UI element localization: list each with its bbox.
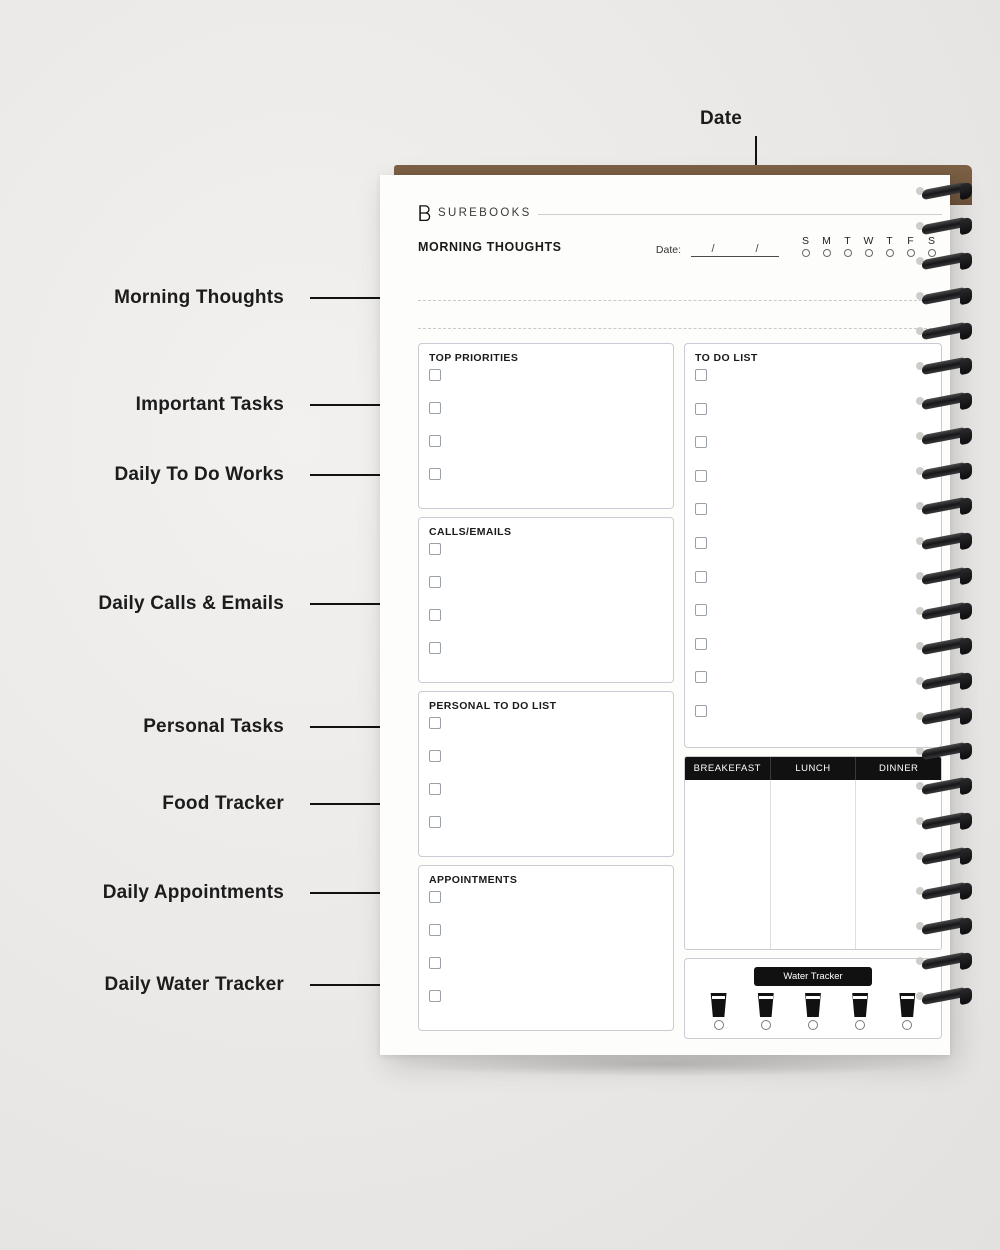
day-letter: M xyxy=(822,235,831,247)
spiral-wire-cap xyxy=(960,637,972,655)
checklist-row[interactable] xyxy=(429,435,663,468)
spiral-coil xyxy=(920,708,972,725)
date-separator-1: / xyxy=(711,243,715,255)
checkbox[interactable] xyxy=(429,402,441,414)
day-option-wednesday[interactable] xyxy=(858,235,879,257)
spiral-coil xyxy=(920,638,972,655)
checkbox[interactable] xyxy=(695,671,707,683)
checkbox[interactable] xyxy=(695,571,707,583)
card-personal-todo xyxy=(418,691,674,857)
spiral-coil xyxy=(920,953,972,970)
checkbox[interactable] xyxy=(429,576,441,588)
checklist-row[interactable] xyxy=(695,705,931,739)
spiral-coil xyxy=(920,428,972,445)
day-option-thursday[interactable] xyxy=(879,235,900,257)
checkbox[interactable] xyxy=(695,604,707,616)
checkbox[interactable] xyxy=(429,717,441,729)
checklist-row[interactable] xyxy=(429,402,663,435)
annotation-food-tracker: Food Tracker xyxy=(162,793,284,814)
spiral-wire-cap xyxy=(960,392,972,410)
checkbox[interactable] xyxy=(429,990,441,1002)
day-letter: S xyxy=(927,235,935,247)
morning-thoughts-lines[interactable] xyxy=(418,273,942,329)
checklist-row[interactable] xyxy=(695,403,931,437)
spiral-wire-cap xyxy=(960,567,972,585)
annotation-water-tracker: Daily Water Tracker xyxy=(104,974,284,995)
section-title: MORNING THOUGHTS xyxy=(418,240,562,254)
water-tracker xyxy=(684,958,942,1039)
meal-tracker-body xyxy=(685,780,941,949)
water-glass-1[interactable] xyxy=(710,993,728,1030)
spiral-coil xyxy=(920,673,972,690)
water-glass-5[interactable] xyxy=(898,993,916,1030)
card-title: PERSONAL TO DO LIST xyxy=(429,700,557,712)
day-option-sunday[interactable] xyxy=(795,235,816,257)
page-content xyxy=(418,205,942,1035)
checkbox[interactable] xyxy=(429,924,441,936)
checklist-row[interactable] xyxy=(429,468,663,501)
card-title: CALLS/EMAILS xyxy=(429,526,512,538)
date-block xyxy=(656,235,942,257)
day-dot[interactable] xyxy=(886,249,894,257)
spiral-wire-cap xyxy=(960,427,972,445)
water-glass-checkbox[interactable] xyxy=(855,1020,865,1030)
checklist-row[interactable] xyxy=(429,957,663,990)
right-column xyxy=(684,343,942,1039)
meal-column-breakfast: BREAKEFAST xyxy=(685,757,771,780)
spiral-wire-cap xyxy=(960,497,972,515)
spiral-wire-cap xyxy=(960,602,972,620)
checkbox[interactable] xyxy=(429,468,441,480)
day-letter: W xyxy=(863,235,874,247)
day-letter: T xyxy=(886,235,893,247)
spiral-coil xyxy=(920,568,972,585)
checkbox[interactable] xyxy=(429,543,441,555)
checklist-row[interactable] xyxy=(695,671,931,705)
checkbox[interactable] xyxy=(695,369,707,381)
spiral-wire-cap xyxy=(960,357,972,375)
spiral-wire-cap xyxy=(960,812,972,830)
water-glasses xyxy=(695,993,931,1030)
meal-cell-lunch[interactable] xyxy=(771,780,857,949)
spiral-coil xyxy=(920,393,972,410)
planner-columns xyxy=(418,343,942,1039)
checklist-row[interactable] xyxy=(695,638,931,672)
brand-divider xyxy=(538,214,942,215)
spiral-coil xyxy=(920,778,972,795)
left-column xyxy=(418,343,674,1039)
glass-icon xyxy=(804,993,822,1017)
checkbox[interactable] xyxy=(429,891,441,903)
checkbox[interactable] xyxy=(429,435,441,447)
checklist-row[interactable] xyxy=(429,816,663,849)
checkbox[interactable] xyxy=(695,436,707,448)
meal-column-lunch: LUNCH xyxy=(771,757,857,780)
checkbox[interactable] xyxy=(695,638,707,650)
day-letter: S xyxy=(801,235,809,247)
meal-tracker xyxy=(684,756,942,950)
day-dot[interactable] xyxy=(823,249,831,257)
spiral-coil xyxy=(920,463,972,480)
checkbox[interactable] xyxy=(695,503,707,515)
spiral-wire-cap xyxy=(960,917,972,935)
checklist-row[interactable] xyxy=(429,891,663,924)
spiral-coil xyxy=(920,603,972,620)
spiral-wire-cap xyxy=(960,462,972,480)
meal-tracker-header xyxy=(685,757,941,780)
day-dot[interactable] xyxy=(907,249,915,257)
water-tracker-title: Water Tracker xyxy=(754,967,872,986)
annotation-date: Date xyxy=(700,108,742,129)
spiral-coil xyxy=(920,358,972,375)
spiral-coil xyxy=(920,218,972,235)
checklist-row[interactable] xyxy=(429,717,663,750)
water-glass-3[interactable] xyxy=(804,993,822,1030)
checklist-row[interactable] xyxy=(429,642,663,675)
card-title: TO DO LIST xyxy=(695,352,758,364)
spiral-wire-cap xyxy=(960,847,972,865)
date-label: Date: xyxy=(655,244,681,256)
brand-row xyxy=(418,205,942,225)
spiral-wire-cap xyxy=(960,532,972,550)
day-dot[interactable] xyxy=(844,249,852,257)
checkbox[interactable] xyxy=(695,705,707,717)
spiral-coil xyxy=(920,288,972,305)
spiral-coil xyxy=(920,533,972,550)
card-calls-emails xyxy=(418,517,674,683)
checkbox[interactable] xyxy=(429,750,441,762)
spiral-coil xyxy=(920,498,972,515)
checklist-row[interactable] xyxy=(695,537,931,571)
annotation-calls-emails: Daily Calls & Emails xyxy=(98,593,284,614)
water-glass-checkbox[interactable] xyxy=(714,1020,724,1030)
spiral-wire-cap xyxy=(960,182,972,200)
card-title: APPOINTMENTS xyxy=(429,874,518,886)
spiral-wire-cap xyxy=(960,777,972,795)
water-glass-checkbox[interactable] xyxy=(808,1020,818,1030)
water-glass-checkbox[interactable] xyxy=(761,1020,771,1030)
checklist-row[interactable] xyxy=(429,609,663,642)
card-title: TOP PRIORITIES xyxy=(429,352,519,364)
checklist-row[interactable] xyxy=(695,571,931,605)
glass-icon xyxy=(898,993,916,1017)
checklist-row[interactable] xyxy=(429,990,663,1023)
glass-icon xyxy=(851,993,869,1017)
checkbox[interactable] xyxy=(429,957,441,969)
spiral-binding xyxy=(920,183,972,1043)
date-input[interactable] xyxy=(691,239,779,257)
checklist-row[interactable] xyxy=(429,369,663,402)
checklist-row[interactable] xyxy=(429,750,663,783)
checklist-row[interactable] xyxy=(429,783,663,816)
day-dot[interactable] xyxy=(802,249,810,257)
spiral-wire-cap xyxy=(960,707,972,725)
card-top-priorities xyxy=(418,343,674,509)
spiral-wire-cap xyxy=(960,252,972,270)
checkbox[interactable] xyxy=(429,369,441,381)
thought-line[interactable] xyxy=(418,273,942,301)
glass-icon xyxy=(710,993,728,1017)
day-letter: F xyxy=(907,235,914,247)
checkbox[interactable] xyxy=(429,816,441,828)
spiral-wire-cap xyxy=(960,217,972,235)
planner-notebook xyxy=(380,165,972,1055)
spiral-wire-cap xyxy=(960,287,972,305)
annotation-daily-todo: Daily To Do Works xyxy=(114,464,284,485)
spiral-wire-cap xyxy=(960,322,972,340)
spiral-wire-cap xyxy=(960,952,972,970)
checkbox[interactable] xyxy=(429,609,441,621)
water-glass-2[interactable] xyxy=(757,993,775,1030)
checklist-row[interactable] xyxy=(695,503,931,537)
annotation-morning-thoughts: Morning Thoughts xyxy=(114,287,284,308)
spiral-wire-cap xyxy=(960,987,972,1005)
day-option-tuesday[interactable] xyxy=(837,235,858,257)
card-appointments xyxy=(418,865,674,1031)
checklist-row[interactable] xyxy=(429,576,663,609)
annotation-important-tasks: Important Tasks xyxy=(135,394,284,415)
spiral-wire-cap xyxy=(960,882,972,900)
day-option-monday[interactable] xyxy=(816,235,837,257)
checkbox[interactable] xyxy=(429,783,441,795)
spiral-coil xyxy=(920,253,972,270)
checkbox[interactable] xyxy=(695,537,707,549)
glass-icon xyxy=(757,993,775,1017)
water-glass-4[interactable] xyxy=(851,993,869,1030)
spiral-wire-cap xyxy=(960,672,972,690)
checklist-row[interactable] xyxy=(695,369,931,403)
spiral-wire-cap xyxy=(960,742,972,760)
spiral-coil xyxy=(920,813,972,830)
spiral-coil xyxy=(920,323,972,340)
spiral-coil xyxy=(920,848,972,865)
spiral-coil xyxy=(920,743,972,760)
checklist-row[interactable] xyxy=(695,604,931,638)
day-dot[interactable] xyxy=(865,249,873,257)
annotation-personal-tasks: Personal Tasks xyxy=(143,716,284,737)
day-letter: T xyxy=(844,235,851,247)
meal-column-dinner: DINNER xyxy=(878,763,919,774)
annotation-appointments: Daily Appointments xyxy=(102,882,284,903)
brand xyxy=(418,205,942,221)
spiral-coil xyxy=(920,918,972,935)
checklist-row[interactable] xyxy=(429,543,663,576)
thought-line[interactable] xyxy=(418,301,942,329)
checkbox[interactable] xyxy=(429,642,441,654)
brand-name: SUREBOOKS xyxy=(438,207,532,219)
checkbox[interactable] xyxy=(695,470,707,482)
spiral-coil xyxy=(920,183,972,200)
card-todo-list xyxy=(684,343,942,748)
planner-page xyxy=(380,175,950,1055)
day-option-friday[interactable] xyxy=(900,235,921,257)
title-row xyxy=(418,237,942,257)
surebooks-logo-icon xyxy=(418,205,431,221)
spiral-coil xyxy=(920,988,972,1005)
checklist-row[interactable] xyxy=(429,924,663,957)
checklist-row[interactable] xyxy=(695,470,931,504)
spiral-coil xyxy=(920,883,972,900)
checkbox[interactable] xyxy=(695,403,707,415)
checklist-row[interactable] xyxy=(695,436,931,470)
meal-cell-breakfast[interactable] xyxy=(685,780,771,949)
water-glass-checkbox[interactable] xyxy=(902,1020,912,1030)
date-separator-2: / xyxy=(755,243,759,255)
